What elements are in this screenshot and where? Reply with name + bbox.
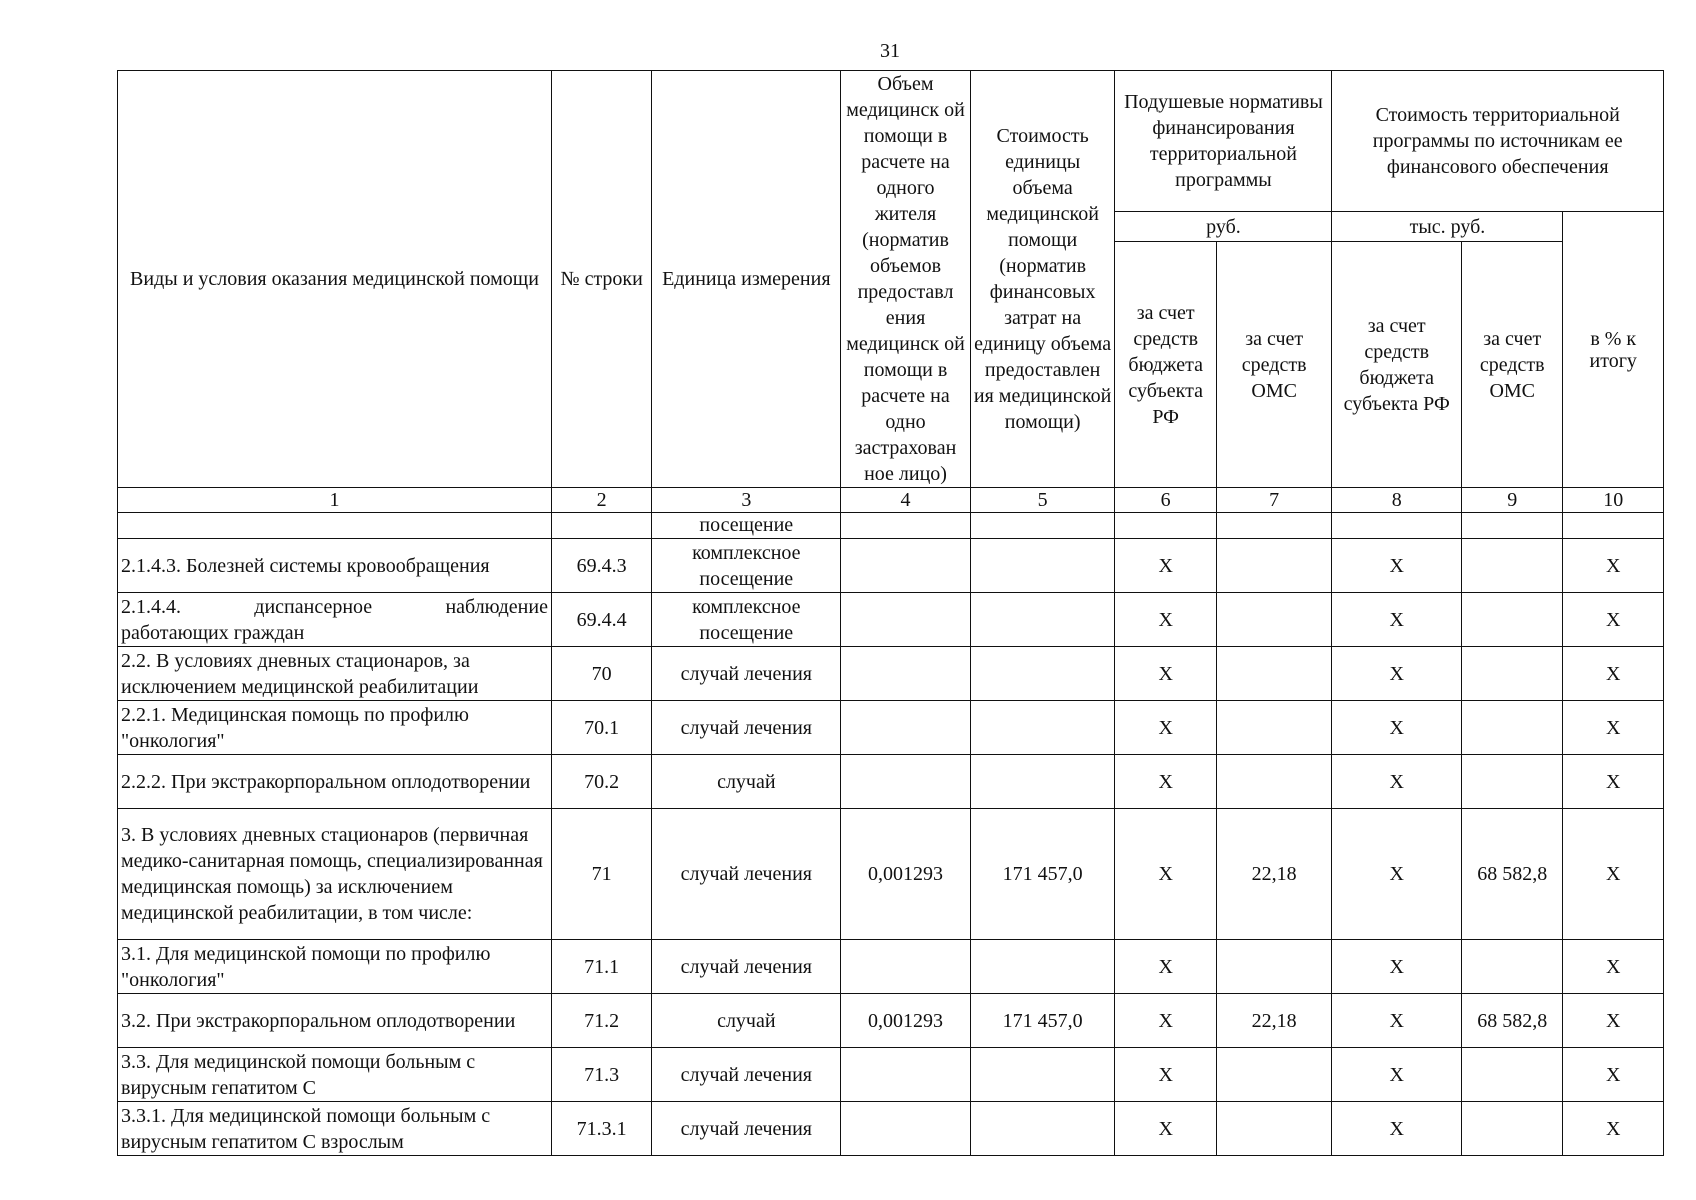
row-volume (841, 513, 971, 539)
row-line-no: 71 (551, 809, 651, 940)
row-oms-thous (1462, 593, 1563, 647)
header-percent: в % к итогу (1563, 212, 1664, 488)
row-unit-cost (970, 701, 1115, 755)
row-line-no: 71.1 (551, 940, 651, 994)
row-name: 2.2.2. При экстракорпоральном оплодотворении (118, 755, 552, 809)
col-number: 5 (970, 488, 1115, 513)
row-unit-cost (970, 755, 1115, 809)
row-budget-thous: X (1332, 809, 1462, 940)
row-oms-rub (1216, 940, 1332, 994)
row-unit-cost (970, 940, 1115, 994)
row-budget-rub: X (1115, 940, 1216, 994)
row-unit: случай (652, 755, 841, 809)
row-unit: посещение (652, 513, 841, 539)
header-per-capita-group: Подушевые нормативы финансирования территориальной программы (1115, 71, 1332, 212)
header-oms-thous: за счет средств ОМС (1462, 242, 1563, 488)
row-name: 2.2. В условиях дневных стационаров, за исключением медицинской реабилитации (118, 647, 552, 701)
row-name-line: работающих граждан (121, 621, 305, 644)
table-row (118, 539, 1664, 593)
financing-table (117, 70, 1664, 1156)
row-oms-rub (1216, 701, 1332, 755)
row-line-no (551, 513, 651, 539)
row-budget-rub: X (1115, 755, 1216, 809)
table-row (118, 593, 1664, 647)
row-volume: 0,001293 (841, 809, 971, 940)
row-name (118, 593, 552, 647)
row-oms-thous: 68 582,8 (1462, 994, 1563, 1048)
table-row (118, 701, 1664, 755)
row-unit-cost: 171 457,0 (970, 994, 1115, 1048)
row-oms-rub: 22,18 (1216, 994, 1332, 1048)
col-number: 6 (1115, 488, 1216, 513)
row-volume (841, 647, 971, 701)
header-unit-thous-rub: тыс. руб. (1332, 212, 1563, 242)
row-budget-thous: X (1332, 647, 1462, 701)
row-line-no: 69.4.4 (551, 593, 651, 647)
table-row (118, 940, 1664, 994)
header-cost-group: Стоимость территориальной программы по источникам ее финансового обеспечения (1332, 71, 1664, 212)
row-name: 2.2.1. Медицинская помощь по профилю "онкология" (118, 701, 552, 755)
row-unit-cost (970, 1048, 1115, 1102)
col-number: 1 (118, 488, 552, 513)
header-unit: Единица измерения (652, 71, 841, 488)
header-unit-rub: руб. (1115, 212, 1332, 242)
row-line-no: 70.2 (551, 755, 651, 809)
row-unit-cost (970, 513, 1115, 539)
row-oms-thous (1462, 755, 1563, 809)
col-number: 10 (1563, 488, 1664, 513)
row-percent: X (1563, 647, 1664, 701)
col-number: 9 (1462, 488, 1563, 513)
column-numbers-row (118, 488, 1664, 513)
row-unit-cost (970, 1102, 1115, 1156)
row-unit: случай лечения (652, 647, 841, 701)
row-line-no: 71.3 (551, 1048, 651, 1102)
row-line-no: 70 (551, 647, 651, 701)
row-volume (841, 940, 971, 994)
col-number: 8 (1332, 488, 1462, 513)
row-line-no: 69.4.3 (551, 539, 651, 593)
row-unit-cost (970, 647, 1115, 701)
row-name: 3.3. Для медицинской помощи больным с вирусным гепатитом С (118, 1048, 552, 1102)
row-oms-rub (1216, 539, 1332, 593)
row-budget-rub: X (1115, 593, 1216, 647)
row-budget-thous: X (1332, 940, 1462, 994)
row-name: 2.1.4.3. Болезней системы кровообращения (118, 539, 552, 593)
row-volume (841, 701, 971, 755)
row-budget-rub: X (1115, 647, 1216, 701)
row-unit: случай лечения (652, 1102, 841, 1156)
table-row (118, 809, 1664, 940)
row-budget-rub (1115, 513, 1216, 539)
row-volume (841, 1048, 971, 1102)
row-oms-thous (1462, 539, 1563, 593)
row-name: 3. В условиях дневных стационаров (первичная медико-санитарная помощь, специализированная медицинская помощь) за исключением медицинской реабилитации, в том числе: (118, 809, 552, 940)
row-unit: случай (652, 994, 841, 1048)
col-number: 2 (551, 488, 651, 513)
row-name (118, 513, 552, 539)
row-oms-thous (1462, 513, 1563, 539)
table-row (118, 755, 1664, 809)
row-percent (1563, 513, 1664, 539)
row-oms-rub: 22,18 (1216, 809, 1332, 940)
row-unit: случай лечения (652, 809, 841, 940)
row-budget-thous: X (1332, 593, 1462, 647)
row-line-no: 70.1 (551, 701, 651, 755)
row-percent: X (1563, 593, 1664, 647)
table-row (118, 647, 1664, 701)
row-budget-thous: X (1332, 539, 1462, 593)
row-budget-thous: X (1332, 1102, 1462, 1156)
row-percent: X (1563, 1102, 1664, 1156)
row-oms-thous (1462, 701, 1563, 755)
row-oms-rub (1216, 593, 1332, 647)
table-row (118, 513, 1664, 539)
row-budget-thous: X (1332, 701, 1462, 755)
row-oms-rub (1216, 647, 1332, 701)
row-budget-rub: X (1115, 701, 1216, 755)
row-oms-thous: 68 582,8 (1462, 809, 1563, 940)
row-line-no: 71.2 (551, 994, 651, 1048)
row-budget-thous: X (1332, 1048, 1462, 1102)
row-budget-thous (1332, 513, 1462, 539)
row-percent: X (1563, 1048, 1664, 1102)
row-percent: X (1563, 539, 1664, 593)
col-number: 3 (652, 488, 841, 513)
row-budget-thous: X (1332, 994, 1462, 1048)
row-oms-thous (1462, 1102, 1563, 1156)
row-oms-rub (1216, 755, 1332, 809)
row-oms-thous (1462, 1048, 1563, 1102)
row-name-line: 2.1.4.4. диспансерное наблюдение (121, 595, 548, 618)
row-unit: комплексное посещение (652, 539, 841, 593)
row-oms-thous (1462, 940, 1563, 994)
row-oms-thous (1462, 647, 1563, 701)
col-number: 4 (841, 488, 971, 513)
header-oms-rub: за счет средств ОМС (1216, 242, 1332, 488)
row-oms-rub (1216, 1048, 1332, 1102)
row-line-no: 71.3.1 (551, 1102, 651, 1156)
row-percent: X (1563, 701, 1664, 755)
row-percent: X (1563, 755, 1664, 809)
row-percent: X (1563, 809, 1664, 940)
table-row (118, 1048, 1664, 1102)
row-budget-rub: X (1115, 1048, 1216, 1102)
row-percent: X (1563, 994, 1664, 1048)
row-name: 3.3.1. Для медицинской помощи больным с вирусным гепатитом С взрослым (118, 1102, 552, 1156)
row-unit: случай лечения (652, 940, 841, 994)
row-volume (841, 1102, 971, 1156)
header-unit-cost: Стоимость единицы объема медицинской помощи (норматив финансовых затрат на единицу объема предоставлен ия медицинской помощи) (970, 71, 1115, 488)
row-oms-rub (1216, 513, 1332, 539)
header-kinds: Виды и условия оказания медицинской помощи (118, 71, 552, 488)
row-oms-rub (1216, 1102, 1332, 1156)
row-budget-rub: X (1115, 994, 1216, 1048)
header-budget-thous: за счет средств бюджета субъекта РФ (1332, 242, 1462, 488)
table-row (118, 994, 1664, 1048)
page-number: 31 (880, 40, 900, 62)
row-budget-thous: X (1332, 755, 1462, 809)
header-budget-rub: за счет средств бюджета субъекта РФ (1115, 242, 1216, 488)
row-name: 3.2. При экстракорпоральном оплодотворении (118, 994, 552, 1048)
row-volume (841, 539, 971, 593)
table-row (118, 1102, 1664, 1156)
row-budget-rub: X (1115, 1102, 1216, 1156)
col-number: 7 (1216, 488, 1332, 513)
row-unit-cost (970, 539, 1115, 593)
row-volume: 0,001293 (841, 994, 971, 1048)
row-name: 3.1. Для медицинской помощи по профилю "онкология" (118, 940, 552, 994)
row-unit-cost: 171 457,0 (970, 809, 1115, 940)
row-unit: комплексное посещение (652, 593, 841, 647)
row-budget-rub: X (1115, 809, 1216, 940)
row-budget-rub: X (1115, 539, 1216, 593)
header-volume: Объем медицинск ой помощи в расчете на одного жителя (норматив объемов предоставл ения медицинск ой помощи в расчете на одно застрахован ное лицо) (841, 71, 971, 488)
row-unit-cost (970, 593, 1115, 647)
header-line-no: № строки (551, 71, 651, 488)
row-percent: X (1563, 940, 1664, 994)
row-volume (841, 593, 971, 647)
header-row (118, 71, 1664, 212)
row-unit: случай лечения (652, 701, 841, 755)
row-volume (841, 755, 971, 809)
row-unit: случай лечения (652, 1048, 841, 1102)
